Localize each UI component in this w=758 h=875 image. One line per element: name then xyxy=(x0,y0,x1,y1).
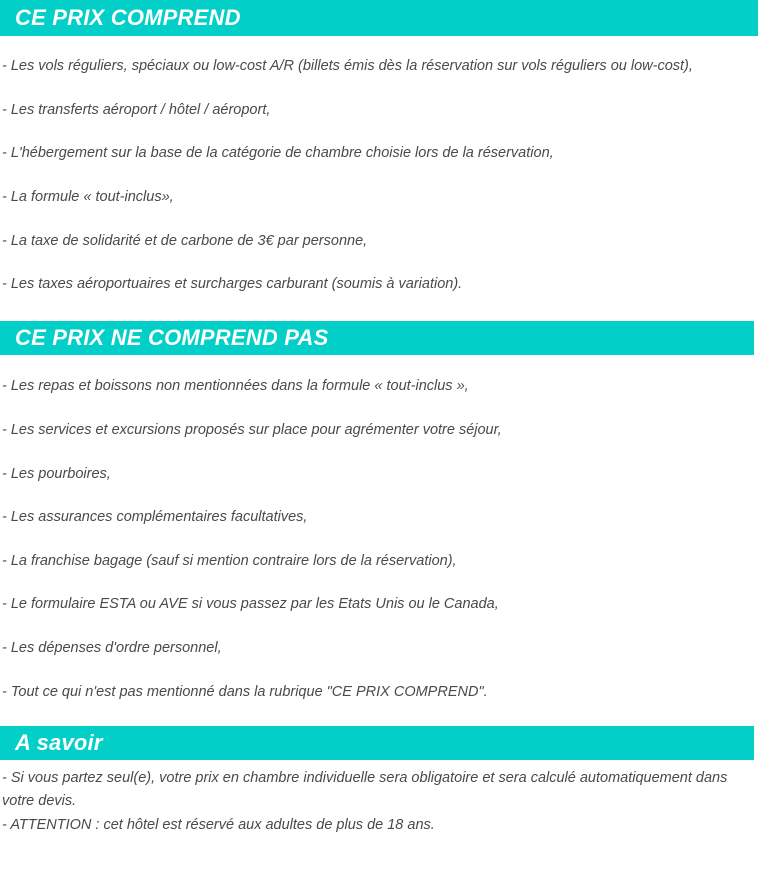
list-item: - Les taxes aéroportuaires et surcharges carburant (soumis à variation). xyxy=(2,276,463,293)
list-item: - La formule « tout-inclus», xyxy=(2,188,174,205)
list-item: - ATTENTION : cet hôtel est réservé aux adultes de plus de 18 ans. xyxy=(2,817,435,834)
list-item: - Les dépenses d'ordre personnel, xyxy=(2,640,222,656)
section-body-ce-prix-comprend xyxy=(0,57,758,293)
section-a-savoir xyxy=(0,726,758,836)
list-item: - Les services et excursions proposés sur place pour agrémenter votre séjour, xyxy=(2,421,502,438)
list-item: - La franchise bagage (sauf si mention contraire lors de la réservation), xyxy=(2,552,457,569)
list-item: - Le formulaire ESTA ou AVE si vous passez par les Etats Unis ou le Canada, xyxy=(2,596,499,613)
list-item: - Les vols réguliers, spéciaux ou low-cost A/R (billets émis dès la réservation sur vols réguliers ou low-cost), xyxy=(2,58,693,74)
section-body-a-savoir xyxy=(0,767,758,836)
section-body-ce-prix-ne-comprend-pas xyxy=(0,377,758,701)
list-item: - La taxe de solidarité et de carbone de 3€ par personne, xyxy=(2,232,368,249)
list-item: - Les repas et boissons non mentionnées dans la formule « tout-inclus », xyxy=(2,378,469,395)
list-item: - Tout ce qui n'est pas mentionné dans la rubrique "CE PRIX COMPREND". xyxy=(2,683,488,700)
list-item: - Les pourboires, xyxy=(2,465,111,482)
list-item: - Si vous partez seul(e), votre prix en chambre individuelle sera obligatoire et sera calculé automatiquement dans votre devis. xyxy=(2,770,728,809)
list-item: - Les assurances complémentaires facultatives, xyxy=(2,509,308,526)
list-item: - L'hébergement sur la base de la catégorie de chambre choisie lors de la réservation, xyxy=(2,145,554,162)
section-header-ce-prix-comprend: CE PRIX COMPREND xyxy=(0,0,758,36)
section-header-ce-prix-ne-comprend-pas: CE PRIX NE COMPREND PAS xyxy=(0,321,754,355)
list-item: - Les transferts aéroport / hôtel / aéroport, xyxy=(2,101,271,118)
section-header-a-savoir: A savoir xyxy=(0,726,754,760)
section-ce-prix-ne-comprend-pas xyxy=(0,321,758,701)
